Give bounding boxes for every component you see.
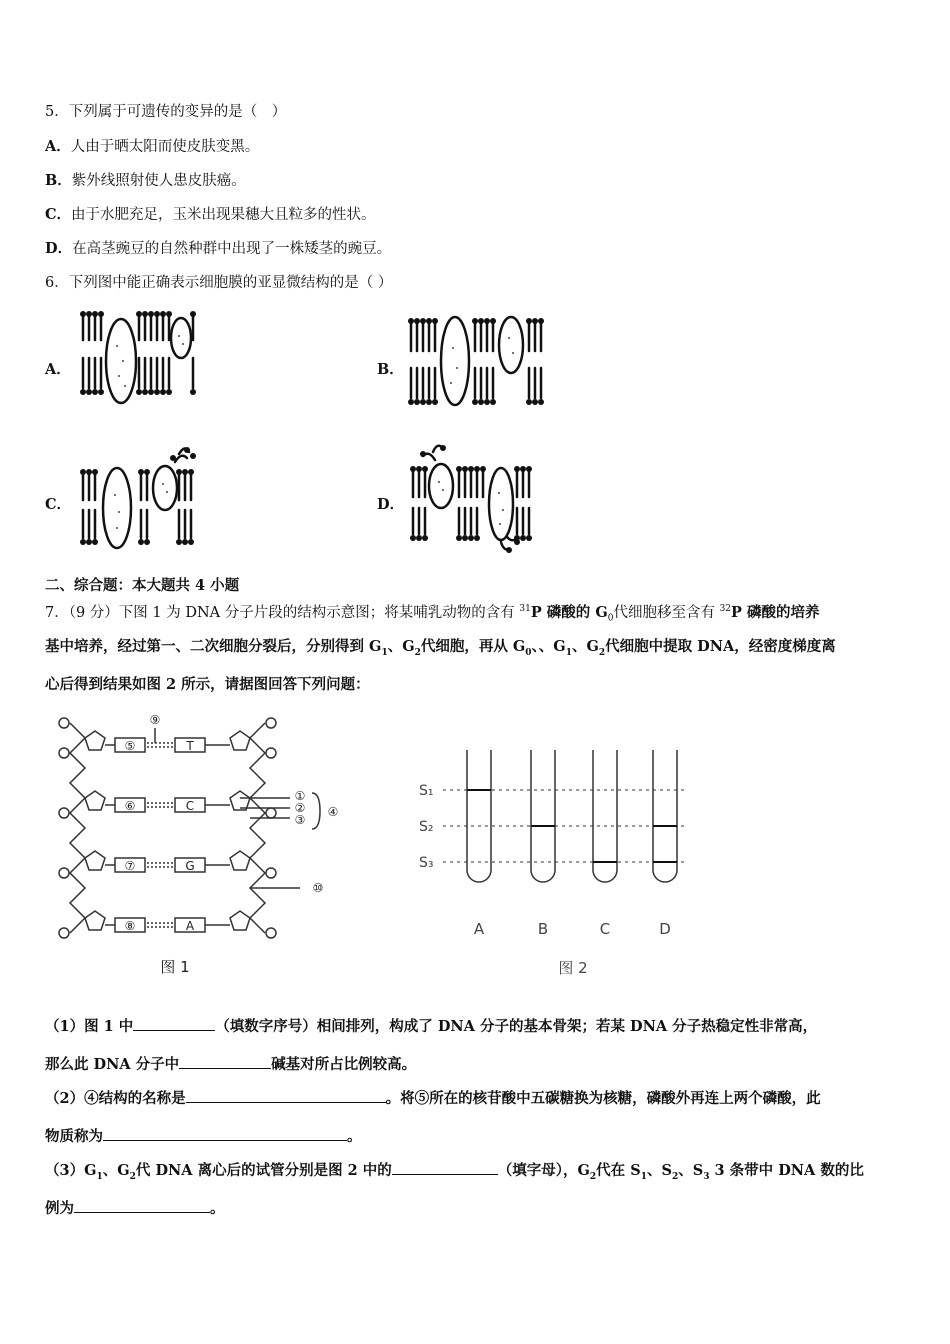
label-4: ④ (327, 805, 339, 819)
text: 代细胞移至含有 (613, 604, 720, 621)
answer-blank[interactable] (133, 1016, 215, 1031)
membrane-figure-c (75, 440, 205, 552)
membrane-figure-a (75, 306, 205, 411)
text: 、S (678, 1162, 704, 1179)
subscript: 1 (565, 647, 572, 658)
text: （填数字序号）相间排列，构成了 DNA 分子的基本骨架；若某 DNA 分子热稳定性非常高， (215, 1018, 818, 1035)
text: 、G (102, 1162, 130, 1179)
band-s1-label: S₁ (419, 783, 434, 799)
q5-option-c (45, 205, 376, 225)
tube-a-label: A (473, 920, 485, 938)
tube-b-label: B (537, 920, 549, 938)
text: 、G (571, 638, 599, 655)
label-7: ⑦ (124, 859, 136, 873)
q7-stem-line2 (45, 637, 836, 663)
option-label: C． (45, 206, 72, 223)
label-9: ⑨ (149, 713, 161, 727)
q6-stem: 6．下列图中能正确表示细胞膜的亚显微结构的是（ ） (45, 275, 393, 291)
q7-stem-line1 (45, 599, 819, 629)
label-5: ⑤ (124, 739, 136, 753)
text: 代 DNA 离心后的试管分别是图 2 中的 (135, 1162, 392, 1179)
option-text: 在高茎豌豆的自然种群中出现了一株矮茎的豌豆。 (72, 241, 392, 257)
band-s2-label: S₂ (419, 819, 434, 835)
label-8: ⑧ (124, 919, 136, 933)
text: （填字母），G (497, 1162, 590, 1179)
figure-2-caption: 图 2 (558, 959, 588, 977)
label-2: ② (294, 801, 306, 815)
text: 物质称为 (45, 1128, 103, 1145)
subscript: 2 (671, 1171, 679, 1182)
subscript: 2 (589, 1171, 597, 1182)
answer-blank[interactable] (74, 1198, 210, 1213)
centrifuge-figure (415, 740, 695, 980)
tube-d-label: D (659, 920, 671, 938)
option-text: 人由于晒太阳而使皮肤变黑。 (70, 139, 260, 155)
q5-option-b (45, 171, 246, 191)
label-6: ⑥ (124, 799, 136, 813)
text: （3）G (45, 1162, 97, 1179)
base-a: A (185, 919, 195, 933)
option-text: 由于水肥充足，玉米出现果穗大且粒多的性状。 (71, 207, 376, 223)
text: 碱基对所占比例较高。 (271, 1056, 417, 1073)
text: P 磷酸的培养 (731, 603, 820, 621)
section-title: 二、综合题：本大题共 4 小题 (45, 577, 240, 594)
q7-sub3-line1 (45, 1160, 864, 1187)
text: 、、G (531, 638, 566, 655)
text: 例为 (45, 1200, 74, 1217)
answer-blank[interactable] (179, 1054, 271, 1069)
q5-option-a (45, 137, 259, 157)
text: 3 条带中 DNA 数的比 (709, 1162, 864, 1179)
option-label: A． (45, 138, 71, 155)
q6-option-c-label: C． (45, 496, 72, 513)
text: 那么此 DNA 分子中 (45, 1056, 180, 1073)
band-s3-label: S₃ (419, 855, 434, 871)
subscript: 3 (703, 1171, 710, 1182)
q6-option-a-label: A． (45, 361, 71, 378)
label-3: ③ (294, 813, 306, 827)
q7-sub1-line1 (45, 1016, 817, 1037)
option-label: B． (45, 172, 72, 189)
q7-stem-line3: 心后得到结果如图 2 所示，请据图回答下列问题： (45, 676, 370, 693)
answer-blank[interactable] (186, 1088, 386, 1103)
text: 。 (210, 1200, 225, 1217)
q5-stem: 5．下列属于可遗传的变异的是（ ） (45, 104, 287, 120)
text: 、G (387, 638, 415, 655)
answer-blank[interactable] (392, 1160, 498, 1175)
q6-option-b-label: B． (377, 361, 404, 378)
text: 7．（9 分）下图 1 为 DNA 分子片段的结构示意图；将某哺乳动物的含有 (45, 604, 520, 621)
text: 。 (347, 1128, 362, 1145)
subscript: 2 (598, 647, 606, 658)
subscript: 1 (381, 647, 388, 658)
text: 代在 S (596, 1162, 641, 1179)
text: 代细胞，再从 G (420, 638, 526, 655)
membrane-figure-b (405, 313, 550, 413)
answer-blank[interactable] (103, 1126, 347, 1141)
q7-sub3-line2 (45, 1198, 225, 1219)
q7-sub2-line2 (45, 1126, 362, 1147)
base-t: T (186, 739, 194, 753)
subscript: 1 (640, 1171, 647, 1182)
dna-structure-figure (50, 708, 360, 983)
text: （1）图 1 中 (45, 1018, 134, 1035)
q5-option-d (45, 239, 391, 259)
q6-option-d-label: D． (377, 496, 405, 513)
superscript: 31 (519, 604, 531, 614)
text: （2）④结构的名称是 (45, 1090, 186, 1107)
superscript: 32 (719, 604, 732, 614)
label-1: ① (294, 789, 306, 803)
subscript: 2 (414, 647, 421, 658)
base-g: G (185, 859, 195, 873)
subscript: 2 (129, 1171, 136, 1182)
option-text: 紫外线照射使人患皮肤癌。 (71, 173, 246, 189)
q7-sub2-line1 (45, 1088, 821, 1109)
option-label: D． (45, 240, 73, 257)
text: 。将⑤所在的核苷酸中五碳糖换为核糖，磷酸外再连上两个磷酸，此 (385, 1090, 821, 1107)
subscript: 1 (96, 1171, 103, 1182)
text: 代细胞中提取 DNA，经密度梯度离 (605, 638, 836, 655)
base-c: C (185, 799, 195, 813)
text: P 磷酸的 G (530, 603, 608, 621)
subscript: 0 (525, 647, 532, 658)
label-10: ⑩ (312, 881, 324, 895)
tube-c-label: C (599, 920, 611, 938)
subscript: 0 (607, 613, 614, 624)
q7-sub1-line2 (45, 1054, 416, 1075)
figure-1-caption: 图 1 (160, 958, 190, 976)
text: 、S (646, 1162, 672, 1179)
membrane-figure-d (405, 438, 540, 556)
text: 基中培养，经过第一、二次细胞分裂后，分别得到 G (45, 638, 382, 655)
